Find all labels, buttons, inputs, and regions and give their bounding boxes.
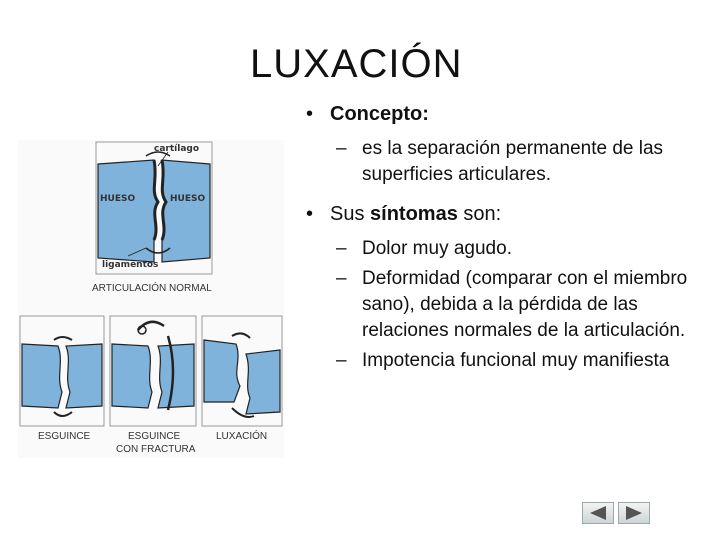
triangle-right-icon xyxy=(626,506,642,520)
symptom-text: Dolor muy agudo. xyxy=(362,238,512,259)
sprain-fracture-caption-2: CON FRACTURA xyxy=(116,444,196,455)
slide-title: LUXACIÓN xyxy=(250,42,463,86)
ligaments-label: ligamentos xyxy=(102,260,159,270)
symptom-text: Deformidad (comparar con el miembro sano), debida a la pérdida de las relaciones normales de la articulación. xyxy=(362,268,688,341)
normal-joint-caption: ARTICULACIÓN NORMAL xyxy=(92,283,212,294)
sprain-fracture-caption-1: ESGUINCE xyxy=(128,431,181,442)
next-slide-button[interactable] xyxy=(618,502,650,524)
cartilage-label: cartílago xyxy=(154,144,200,154)
bullet-concept xyxy=(298,102,708,126)
bullet-symptoms xyxy=(298,202,708,226)
symptoms-prefix: Sus xyxy=(330,203,371,225)
content-bullets xyxy=(298,102,708,374)
symptom-item: – Deformidad (comparar con el miembro sano), debida a la pérdida de las relaciones normales de la articulación. xyxy=(336,268,688,341)
symptoms-suffix: son: xyxy=(457,203,502,225)
bone-label-left: HUESO xyxy=(100,194,136,204)
concept-text: es la separación permanente de las superficies articulares. xyxy=(362,138,664,185)
dislocation-caption: LUXACIÓN xyxy=(216,431,268,442)
symptoms-bold: síntomas xyxy=(370,203,458,225)
joint-illustration xyxy=(18,140,284,458)
triangle-left-icon xyxy=(590,506,606,520)
symptom-text: Impotencia funcional muy manifiesta xyxy=(362,350,670,371)
sprain-caption: ESGUINCE xyxy=(38,431,91,442)
bone-label-right: HUESO xyxy=(170,194,206,204)
joint-diagram-svg xyxy=(18,140,284,458)
concept-definition: – es la separación permanente de las superficies articulares. xyxy=(336,138,664,185)
symptom-item: – Impotencia funcional muy manifiesta xyxy=(336,350,670,371)
prev-slide-button[interactable] xyxy=(582,502,614,524)
symptom-item: – Dolor muy agudo. xyxy=(336,238,512,259)
concept-label: Concepto: xyxy=(330,103,429,125)
